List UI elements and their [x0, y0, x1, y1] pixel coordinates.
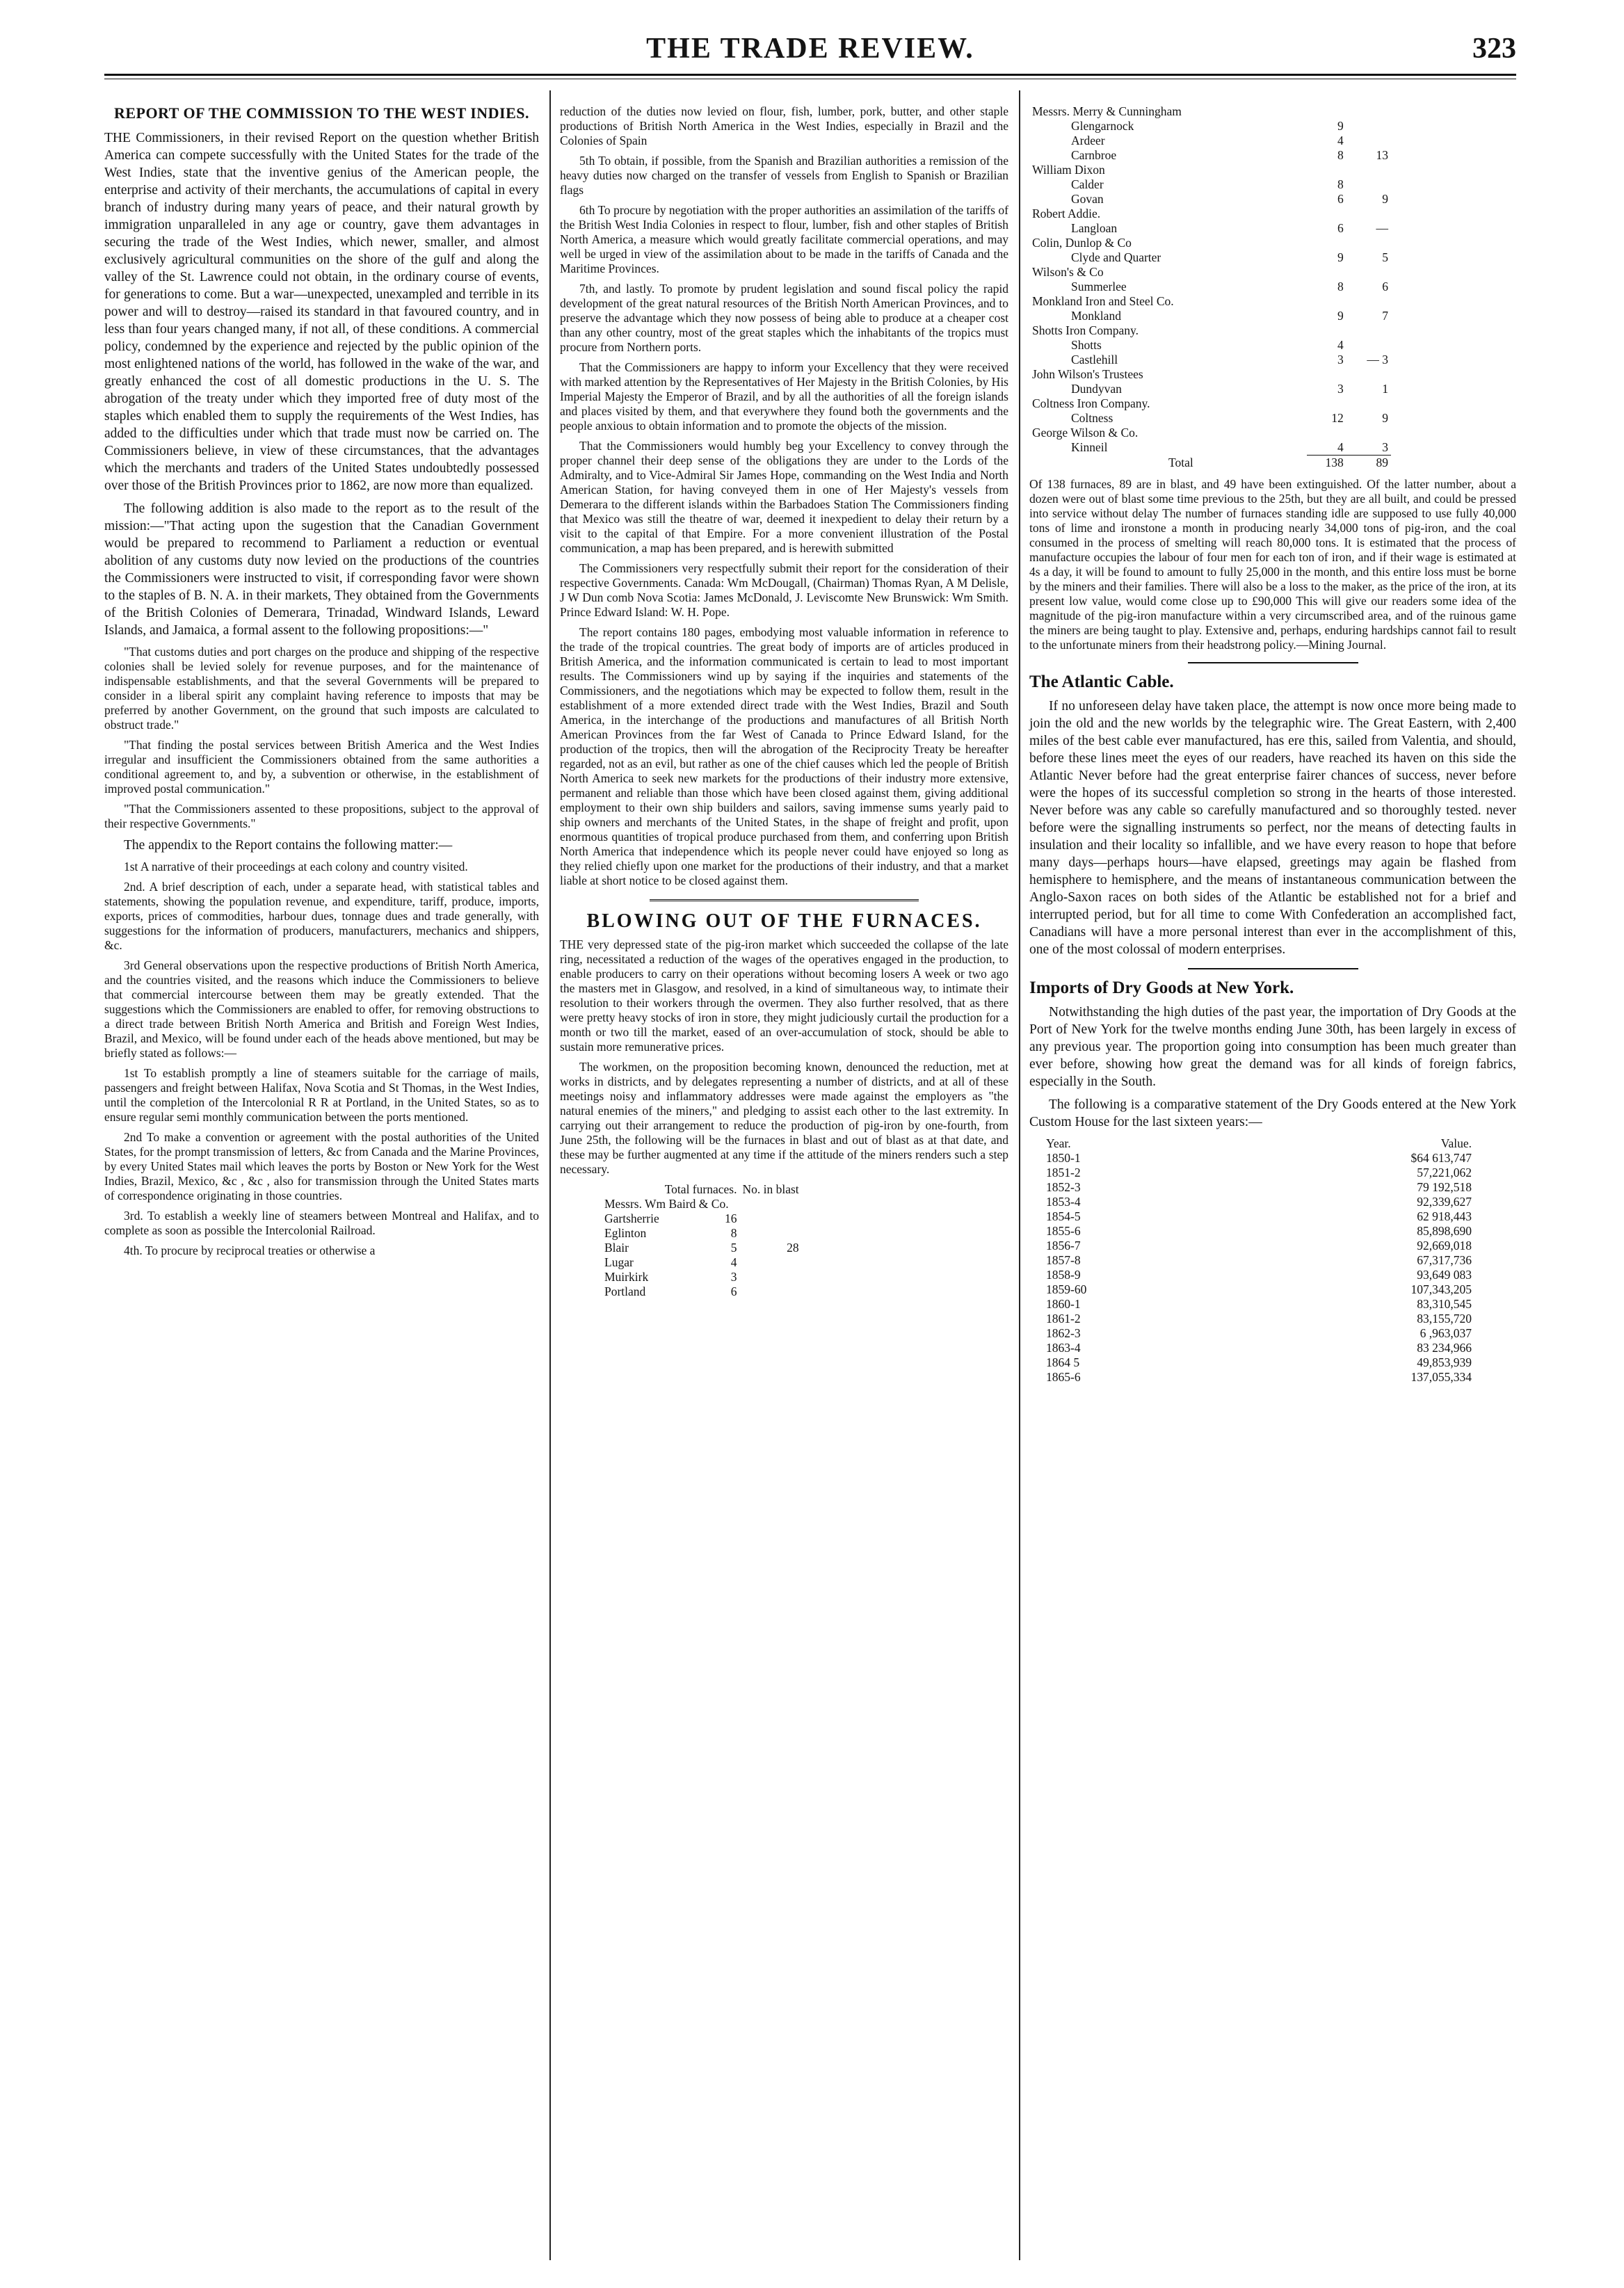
article-heading: REPORT OF THE COMMISSION TO THE WEST INDIES. — [113, 104, 530, 122]
paragraph: The appendix to the Report contains the following matter:— — [124, 838, 453, 853]
table-row: 1851-2 57,221,062 — [1046, 1166, 1472, 1179]
column-divider — [1019, 90, 1020, 2260]
table-row: Carnbroe 8 13 — [1071, 148, 1388, 162]
paragraph: 5th To obtain, if possible, from the Spanish and Brazilian authorities a remission of the heavy duties now charged on the transfer of vessels from English to Spanish or Brazilian flags — [560, 154, 1008, 197]
paragraph: If no unforeseen delay have taken place, the attempt is now once more being made to join the old and the new worlds by the telegraphic wire. The Great Eastern, with 2,400 miles of the best cable ever manufactured, has ere this, sailed from Valentia, and should, before these lines meet the eyes of our readers, have reached its haven on this side the Atlantic Never before had the great enterprise fairer chances of success, never before were the hopes of its successful completion so strong in the hearts of those interested. Never before was any cable so carefully manufactured and so thoroughly tested. never before were the signalling instruments so perfect, nor the means of detecting faults in insulation and their locality so infallible, and we have every reason to hope that before many days—perhaps hours—have elapsed, greetings may again be flashed from hemisphere to hemisphere, and the means of instantaneous communication between the Anglo-Saxon races on both sides of the Atlantic be established not for a brief and interrupted period, but for all time to come With Confederation an accomplished fact, Canadians will have a more personal interest than ever in the accomplishment of this, one of the most colossal of modern enterprises. — [1029, 699, 1516, 957]
table-row: Kinneil 4 3 — [1071, 440, 1388, 454]
list-item: 2nd To make a convention or agreement with the postal authorities of the United States, for the prompt transmission of letters, &c from Canada and the Marine Provinces, by every United States mail which leaves the ports by Boston or New York for the West Indies, Brazil, Mexico, &c , &c , also for transmission through the United States marts of correspondence originating in those countries. — [104, 1130, 539, 1202]
column-1 — [104, 104, 539, 1264]
table-row: Eglinton 8 — [604, 1226, 737, 1240]
page-number: 323 — [1472, 33, 1516, 65]
table-row: Ardeer 4 — [1071, 134, 1344, 147]
furnace-table-continued — [1029, 104, 1391, 470]
quote: "That customs duties and port charges on the produce and shipping of the respective colonies shall be levied solely for revenue purposes, and for the maintenance of indispensable establishments, and that the several Governments will be prepared to consider in a liberal spirit any complaint having reference to imposts that may be preferred by another Government, on the ground that such imposts are calculated to obstruct trade." — [104, 645, 539, 732]
table-row: Clyde and Quarter 9 5 — [1071, 250, 1388, 264]
table-row: Shotts 4 — [1071, 338, 1344, 352]
table-row: 1858-9 93,649 083 — [1046, 1268, 1472, 1282]
column-3 — [1029, 104, 1516, 1385]
table-header: Year. — [1046, 1136, 1071, 1150]
quote: "That the Commissioners assented to these propositions, subject to the approval of their respective Governments." — [104, 802, 539, 830]
table-row: Monkland 9 7 — [1071, 309, 1388, 323]
table-row: 1861-2 83,155,720 — [1046, 1312, 1472, 1326]
masthead — [104, 26, 1516, 68]
table-row: 1860-1 83,310,545 — [1046, 1297, 1472, 1311]
article-heading: BLOWING OUT OF THE FURNACES. — [586, 910, 982, 932]
table-header: Value. — [1440, 1136, 1472, 1150]
table-group: Wilson's & Co — [1032, 265, 1104, 279]
paragraph: 6th To procure by negotiation with the proper authorities an assimilation of the tariffs of the British West India Colonies in respect to flour, lumber, fish and other staples of British North America, a measure which would greatly facilitate commercial operations, and may well be urged in view of the assimilation about to be made in the tariffs of Canada and the Maritime Provinces. — [560, 203, 1008, 275]
paragraph: That the Commissioners are happy to inform your Excellency that they were received with marked attention by the Representatives of Her Majesty in the British Colonies, by His Imperial Majesty the Emperor of Brazil, and by all the authorities of all the foreign islands and places visited by them, and that everywhere they found both the governments and the people anxious to obtain information and to promote the objects of the mission. — [560, 360, 1008, 433]
table-group: Coltness Iron Company. — [1032, 396, 1150, 410]
table-row: 1854-5 62 918,443 — [1046, 1209, 1472, 1223]
masthead-rule — [104, 74, 1516, 76]
table-row: 1863-4 83 234,966 — [1046, 1341, 1472, 1355]
table-group: Messrs. Wm Baird & Co. — [604, 1197, 729, 1211]
table-row: Coltness 12 9 — [1071, 411, 1388, 425]
table-row: Calder 8 — [1071, 177, 1344, 191]
article-heading: The Atlantic Cable. — [1029, 672, 1174, 691]
table-row: 1856-7 92,669,018 — [1046, 1239, 1472, 1252]
table-row: Portland 6 — [604, 1284, 737, 1298]
list-item: 1st To establish promptly a line of steamers suitable for the carriage of mails, passengers and freight between Halifax, Nova Scotia and St Thomas, in the West Indies, until the completion of the Intercolonial R R at Portland, in the United States, so as to ensure regular semi monthly communication between the ports mentioned. — [104, 1066, 539, 1124]
table-row: 1864 5 49,853,939 — [1046, 1355, 1472, 1369]
table-row: 1865-6 137,055,334 — [1046, 1370, 1472, 1384]
table-header: No. in blast — [742, 1182, 799, 1196]
table-row: Muirkirk 3 — [604, 1270, 737, 1284]
table-row: Dundyvan 3 1 — [1071, 382, 1388, 396]
table-row: Gartsherrie 16 — [604, 1211, 737, 1225]
quote: "That finding the postal services between British America and the West Indies irregular and insufficient the Commissioners obtained from the same authorities a conditional agreement to, and by, a subvention or otherwise, in the establishment of improved postal communication." — [104, 738, 539, 796]
list-item: 4th. To procure by reciprocal treaties or otherwise a — [124, 1243, 376, 1257]
table-row: 1862-3 6 ,963,037 — [1046, 1326, 1472, 1340]
dry-goods-table — [1043, 1136, 1474, 1385]
table-row: 1852-3 79 192,518 — [1046, 1180, 1472, 1194]
table-group: William Dixon — [1032, 163, 1105, 177]
table-row: 1850-1 $64 613,747 — [1046, 1151, 1472, 1165]
table-row: Blair 5 28 — [604, 1241, 799, 1255]
table-group: Monkland Iron and Steel Co. — [1032, 294, 1174, 308]
paragraph: THE Commissioners, in their revised Report on the question whether British America can compete successfully with the United States for the trade of the West Indies, state that the inventive genius of the American people, the enterprise and activity of their merchants, the accumulations of capital in every branch of industry during many years of peace, and their natural growth by immigration unparalleled in any age or country, gave them advantages in securing the trade of the West Indies, which newer, smaller, and almost exclusively agricultural communities on the shore of the gulf and along the valley of the St. Lawrence could not obtain, in the ordinary course of events, for generations to come. But a war—unexpected, unexampled and terrible in its power and will to destroy—raised its standard in that favoured country, and in less than four years changed many, if not all, of these conditions. A commercial policy, condemned by the experience and rejected by the public opinion of the most enlightened nations of the world, has followed in the wake of the war, and greatly enhanced the cost of all domestic productions in the U. S. The abrogation of the treaty under which they imported free of duty most of the staples which enabled them to supply the requirements of the West Indies, has added to the difficulties under which that trade must now be carried on. The Commissioners believe, in view of these circumstances, that the advantages which the merchants and traders of the United States undoubtedly possessed over those of the British Provinces prior to 1862, are now more than equalized. — [104, 131, 539, 493]
table-header: Total furnaces. — [664, 1182, 737, 1196]
section-divider — [650, 899, 919, 901]
list-item: 3rd. To establish a weekly line of steamers between Montreal and Halifax, and to complete as soon as possible the Intercolonial Railroad. — [104, 1209, 539, 1237]
table-row: 1855-6 85,898,690 — [1046, 1224, 1472, 1238]
table-total-row: Total 138 89 — [1029, 456, 1391, 471]
article-heading: Imports of Dry Goods at New York. — [1029, 978, 1294, 997]
paragraph: The following is a comparative statement of the Dry Goods entered at the New York Custom House for the last sixteen years:— — [1029, 1097, 1516, 1129]
table-group: George Wilson & Co. — [1032, 426, 1139, 440]
table-group: Robert Addie. — [1032, 207, 1101, 220]
table-group: John Wilson's Trustees — [1032, 367, 1143, 381]
paragraph: Of 138 furnaces, 89 are in blast, and 49 have been extinguished. Of the latter number, about a dozen were out of blast some time previous to the 25th, but they are all built, and could be pressed into service without delay The number of furnaces standing idle are supposed to use fully 40,000 tons of lime and ironstone a month in producing nearly 34,000 tons of pig-iron, and the coal consumed in the process of smelting will reach 80,000 tons. It is estimated that the process of manufacture occupies the labour of four men for each ton of iron, and if their wage is estimated at 4s a day, it will be found to amount to fully 25,000 in the month, and this entire loss must be borne by the miners and their families. There will also be a loss to the maker, as the price of the iron, at its present low value, would come close up to £90,000 This will give our readers some idea of the magnitude of the pig-iron manufacture within a very circumscribed area, and of the ruinous game the miners are being taught to play. Extensive and, perhaps, enduring hardships cannot fail to result to the unfortunate miners from their headstrong policy.—Mining Journal. — [1029, 477, 1516, 652]
table-row: Langloan 6 — — [1071, 221, 1388, 235]
furnace-table — [602, 1182, 802, 1299]
list-item: 2nd. A brief description of each, under a separate head, with statistical tables and statements, showing the population revenue, and expenditure, tariff, produce, imports, exports, prices of commodities, harbour dues, tonnage dues and trade generally, with suggestions for the information of producers, manufacturers, mechanics and shippers, &c. — [104, 880, 539, 952]
column-2 — [560, 104, 1008, 1299]
table-row: 1859-60 107,343,205 — [1046, 1282, 1472, 1296]
paragraph: THE very depressed state of the pig-iron market which succeeded the collapse of the late ring, necessitated a reduction of the wages of the operatives engaged in the production, to enable producers to carry on their operations without becoming losers A week or two ago the masters met in Glasgow, and resolved, in a kind of simultaneous way, to intimate their resolution to their workers through the overmen. They also further resolved, that as there were pretty heavy stocks of iron in store, they might judiciously curtail the production for a month or two till the market, eased of an over-accumulation of stock, should be able to sustain more remunerative prices. — [560, 937, 1008, 1054]
table-row: 1857-8 67,317,736 — [1046, 1253, 1472, 1267]
paragraph: reduction of the duties now levied on flour, fish, lumber, pork, butter, and other staple productions of British North America in the West Indies, especially in Brazil and the Colonies of Spain — [560, 104, 1008, 147]
table-row: 1853-4 92,339,627 — [1046, 1195, 1472, 1209]
list-item: 3rd General observations upon the respective productions of British North America, and the countries visited, and the reasons which induce the Commissioners to believe that commercial intercourse between them may be greatly extended. That the suggestions which the Commissioners are enabled to offer, for removing obstructions to a direct trade between British North America and British and Foreign West Indies, Brazil, and Mexico, will be found under each of the heads above mentioned, but may be briefly stated as follows:— — [104, 958, 539, 1060]
masthead-title: THE TRADE REVIEW. — [646, 33, 974, 65]
table-group: Messrs. Merry & Cunningham — [1032, 104, 1182, 118]
section-divider — [1188, 968, 1358, 969]
table-row: Castlehill 3 — 3 — [1071, 353, 1388, 366]
paragraph: Notwithstanding the high duties of the past year, the importation of Dry Goods at the Port of New York for the twelve months ending June 30th, has been largely in excess of any previous year. The proportion going into consumption has been much greater than ever before, showing how great the demand was for all kinds of foreign fabrics, especially in the South. — [1029, 1005, 1516, 1089]
table-group: Colin, Dunlop & Co — [1032, 236, 1132, 250]
paragraph: The Commissioners very respectfully submit their report for the consideration of their respective Governments. Canada: Wm McDougall, (Chairman) Thomas Ryan, A M Delisle, J W Dun comb Nova Scotia: James McDonald, J. Leviscomte New Brunswick: Wm Smith. Prince Edward Island: W. H. Pope. — [560, 561, 1008, 619]
section-divider — [1188, 662, 1358, 663]
list-item: 1st A narrative of their proceedings at each colony and country visited. — [124, 860, 468, 873]
table-row: Summerlee 8 6 — [1071, 280, 1388, 293]
paragraph: The following addition is also made to the report as to the result of the mission:—"That acting upon the sugestion that the Canadian Government would be prepared to recommend to Parliament a reduction or eventual abolition of any customs duty now levied on the productions of the countries the Commissioners were instructed to visit, if corresponding favor were shown to the staples of B. N. A. in their markets, They obtained from the Governments of the British Colonies of Demerara, Trinadad, Windward Islands, Leward Islands, and Jamaica, a formal assent to the following propositions:—" — [104, 501, 539, 638]
table-group: Shotts Iron Company. — [1032, 323, 1139, 337]
paragraph: 7th, and lastly. To promote by prudent legislation and sound fiscal policy the rapid development of the great natural resources of the British North American Provinces, and to preserve the advantage which they now possess of being able to produce at a cheaper cost than any other country, most of the great staples which the inhabitants of the tropics must procure from Northern ports. — [560, 282, 1008, 354]
table-row: Lugar 4 — [604, 1255, 737, 1269]
table-row: Glengarnock 9 — [1071, 119, 1344, 133]
paragraph: The report contains 180 pages, embodying most valuable information in reference to the trade of the tropical countries. The great body of imports are of articles produced in British America, and the information communicated is certain to lead to most important results. The Commissioners wind up by saying if the inquiries and statements of the Commissioners, and the negotiations which may be expected to follow them, result in the establishment of a more extended direct trade with the West Indies, Brazil and South America, in the interchange of the productions and manufactures of all British North American Provinces from the far West of Canada to Prince Edward Island, for the production of the tropics, then will the abrogation of the Reciprocity Treaty be hereafter regarded, not as an evil, but rather as one of the chief causes which led the people of British North America to seek new markets for the productions of their industry more extensive, permanent and reliable than those which have been closed against them, giving additional employment to their own ship builders and sailors, saving immense sums yearly paid to ship owners and merchants of the United States, in the shape of freight and profit, upon enormous quantities of tropical produce purchased from them, and conferring upon British North America that independence which its people never could have enjoyed so long as they relied chiefly upon one market for the productions of their industry, and that a market liable at short notice to be closed against them. — [560, 625, 1008, 887]
paragraph: That the Commissioners would humbly beg your Excellency to convey through the proper channel their deep sense of the obligations they are under to the Lords of the Admiralty, and to Vice-Admiral Sir James Hope, commanding on the West India and North American Station, for having conveyed them in one of Her Majesty's vessels from Demerara to the different islands within the Barbadoes Station The Commissioners finding that Mexico was still the theatre of war, deemed it inexpedient to delay their return by a visit to the capital of that Empire. For a more convenient illustration of the Postal communication, a map has been prepared, and is herewith submitted — [560, 439, 1008, 555]
table-row: Govan 6 9 — [1071, 192, 1388, 206]
column-divider — [549, 90, 551, 2260]
paragraph: The workmen, on the proposition becoming known, denounced the reduction, met at works in districts, and by delegates representing a number of districts, and at all of these meetings noisy and inflammatory addresses were made against the employers as "the natural enemies of the miners," and pledging to assist each other to the last extremity. In carrying out their arrangement to reduce the production of pig-iron by one-fourth, from June 25th, the following will be the furnaces in blast and out of blast as at that date, and these may be further augmented at any time if the attitude of the miners renders such a step necessary. — [560, 1060, 1008, 1176]
